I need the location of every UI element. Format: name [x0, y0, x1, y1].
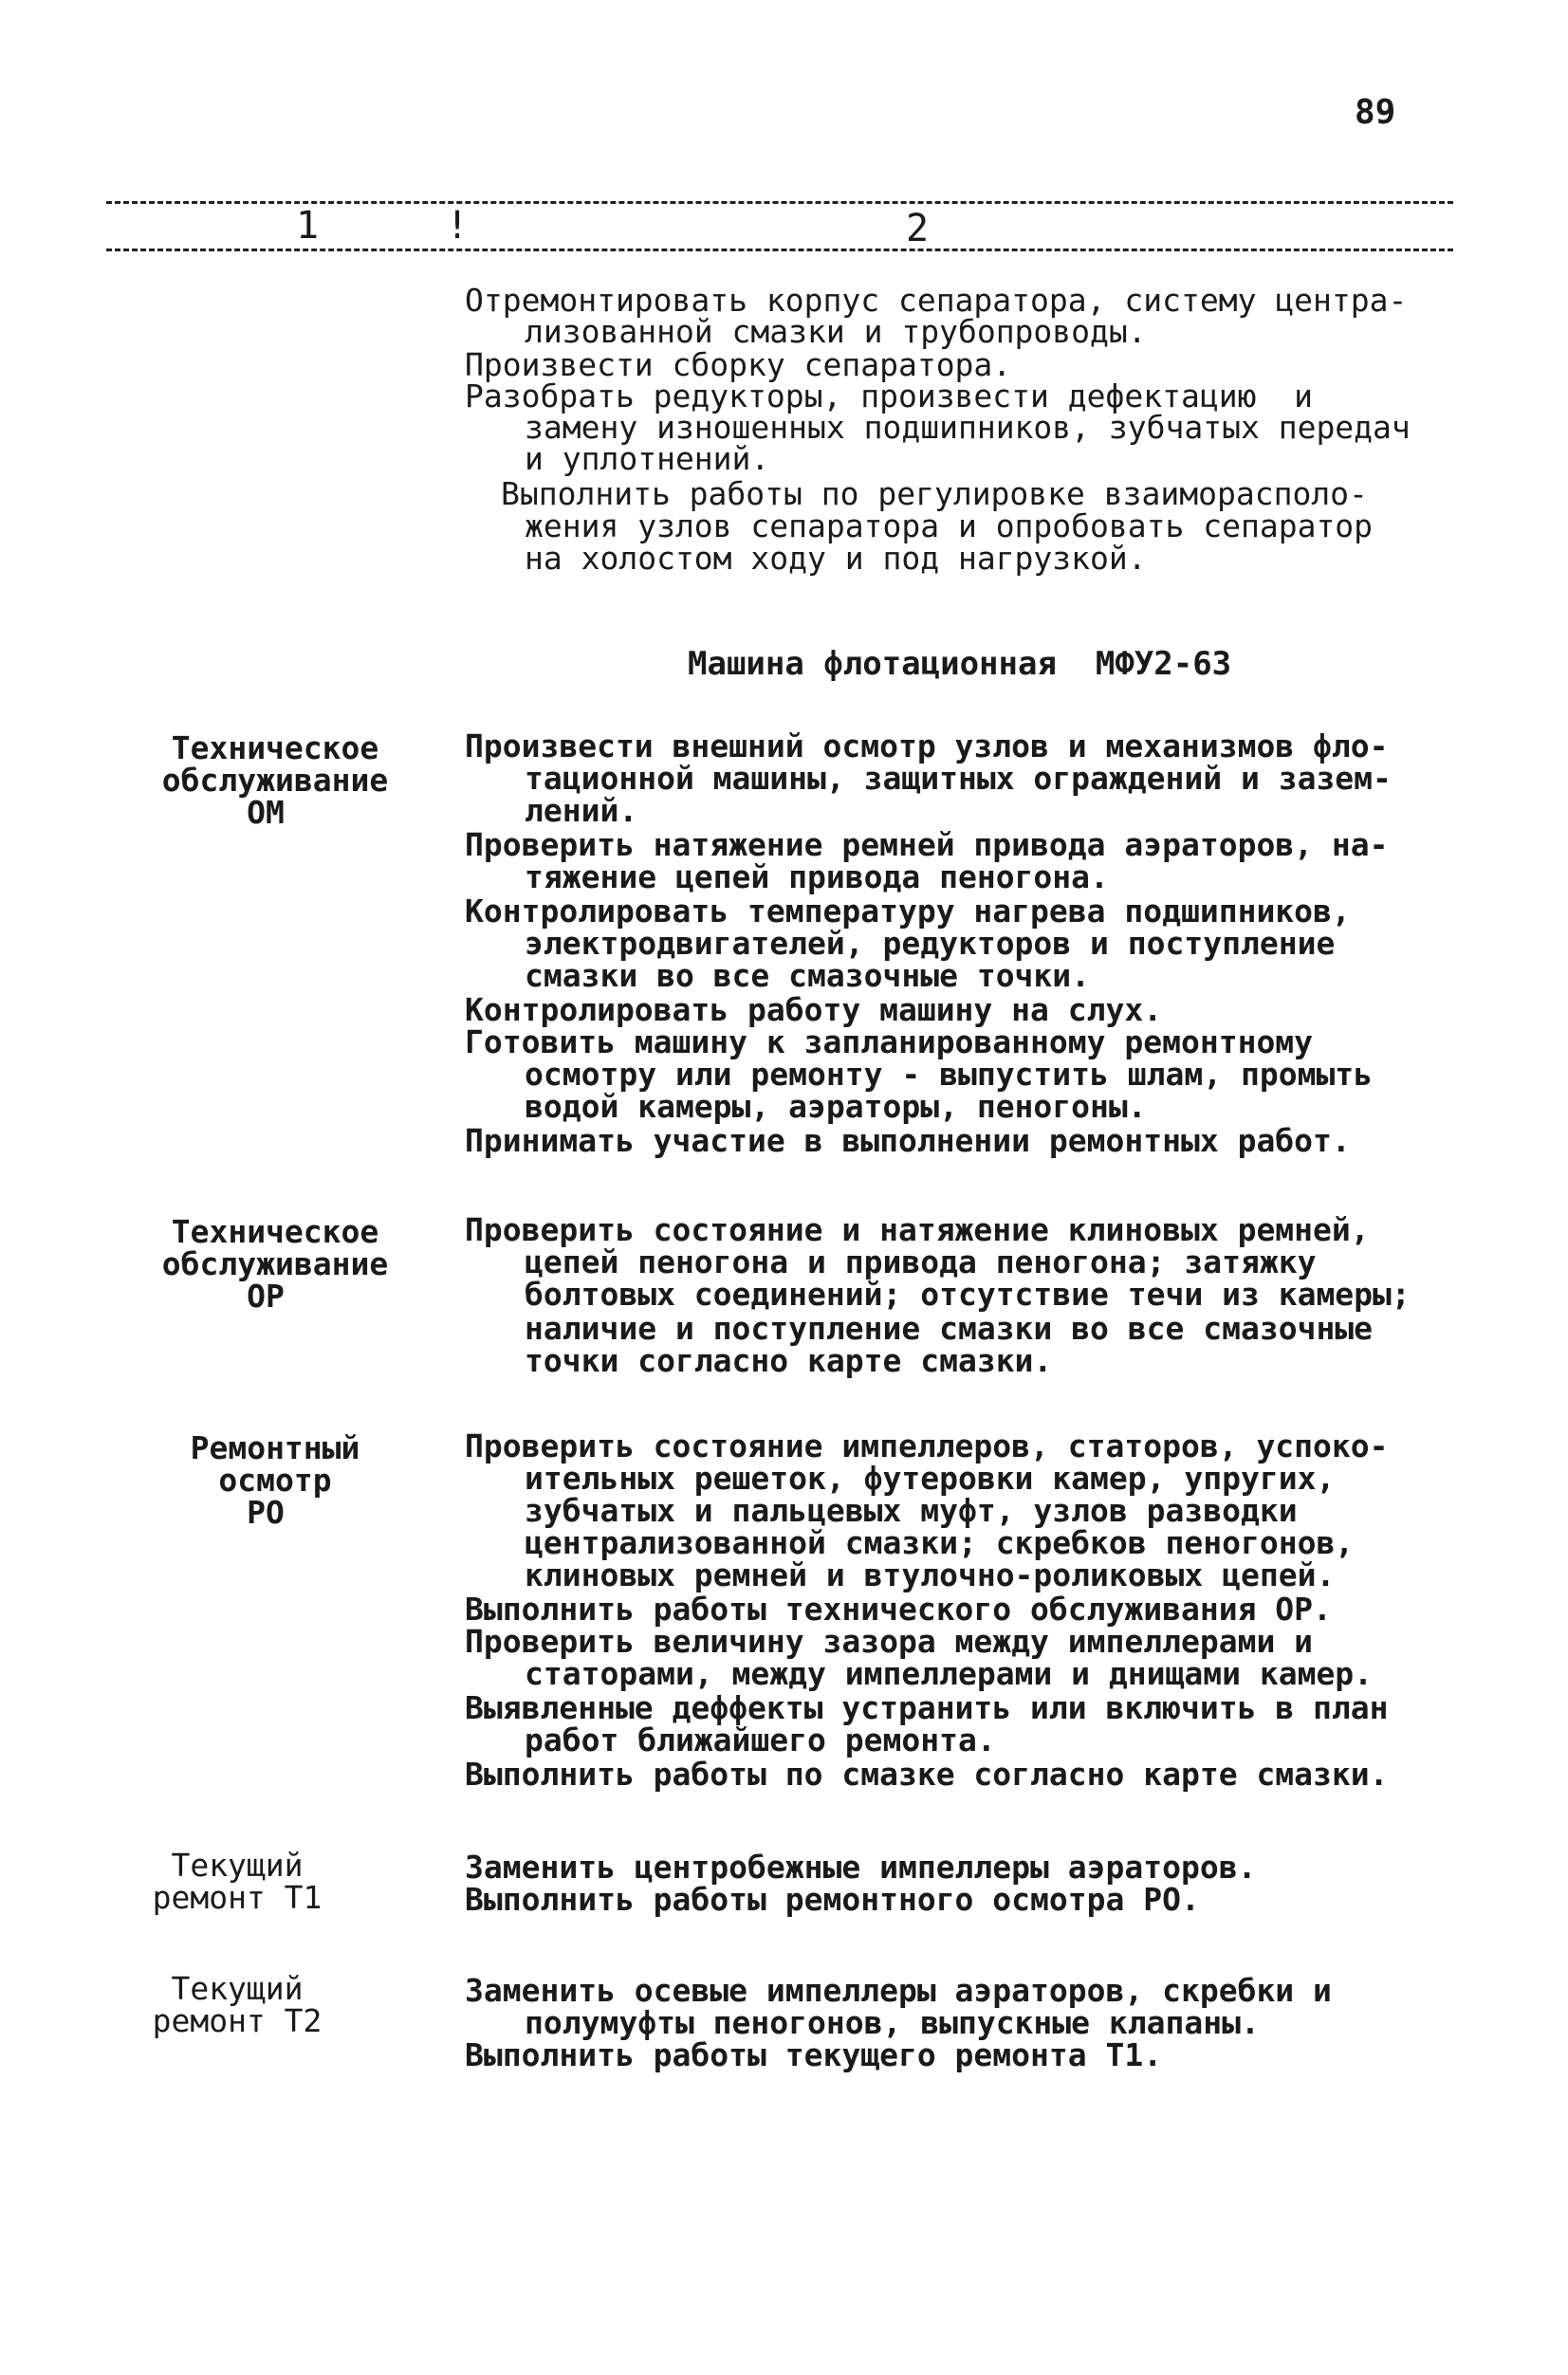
intro-line: жения узлов сепаратора и опробовать сепаратор: [525, 507, 1374, 544]
text-line: электродвигателей, редукторов и поступление: [525, 925, 1336, 962]
section-label-line: ОМ: [247, 794, 285, 831]
section-label-line: ремонт Т2: [152, 2002, 323, 2039]
section-title: Машина флотационная МФУ2-63: [688, 645, 1232, 683]
intro-line: лизованной смазки и трубопроводы.: [525, 313, 1147, 350]
text-line: точки согласно карте смазки.: [525, 1342, 1053, 1379]
text-line: централизованной смазки; скребков пеногонов,: [525, 1524, 1355, 1561]
intro-line: Выполнить работы по регулировке взаиморасполо-: [501, 475, 1368, 512]
text-line: Заменить центробежные импеллеры аэраторов.: [465, 1849, 1257, 1886]
text-line: болтовых соединений; отсутствие течи из камеры;: [525, 1276, 1411, 1313]
text-line: Проверить состояние и натяжение клиновых ремней,: [465, 1211, 1370, 1248]
text-line: Заменить осевые импеллеры аэраторов, скребки и: [465, 1972, 1332, 2009]
text-line: Контролировать работу машину на слух.: [465, 991, 1163, 1028]
text-line: Выявленные деффекты устранить или включить в план: [465, 1689, 1389, 1726]
text-line: Выполнить работы технического обслуживания ОР.: [465, 1591, 1332, 1628]
text-line: лений.: [525, 792, 638, 829]
section-label-line: Ремонтный: [190, 1429, 360, 1466]
text-line: работ ближайшего ремонта.: [525, 1721, 996, 1758]
text-line: водой камеры, аэраторы, пеногоны.: [525, 1088, 1147, 1125]
text-line: полумуфты пеногонов, выпускные клапаны.: [525, 2004, 1260, 2041]
text-line: цепей пеногона и привода пеногона; затяжку: [525, 1243, 1317, 1280]
section-label: [133, 1213, 417, 1315]
text-line: наличие и поступление смазки во все смазочные: [525, 1310, 1374, 1347]
text-line: Проверить натяжение ремней привода аэраторов, на-: [465, 826, 1389, 863]
intro-line: Разобрать редукторы, произвести дефектацию и: [465, 377, 1314, 414]
section-label-line: Техническое: [171, 1213, 379, 1250]
section-label: [123, 1970, 351, 2039]
section-label-line: Текущий: [171, 1970, 304, 2007]
section-label-line: ОР: [247, 1278, 285, 1315]
section-label-line: осмотр: [218, 1462, 332, 1499]
text-line: Проверить состояние импеллеров, статоров, успоко-: [465, 1427, 1389, 1464]
intro-line: замену изношенных подшипников, зубчатых передач: [525, 409, 1411, 446]
text-line: тационной машины, защитных ограждений и зазем-: [525, 760, 1392, 797]
section-label: [133, 729, 417, 831]
section-label-line: обслуживание: [161, 762, 389, 799]
section-label-line: Техническое: [171, 729, 379, 766]
section-label-line: ремонт Т1: [152, 1879, 323, 1916]
text-line: Готовить машину к запланированному ремонтному: [465, 1023, 1314, 1060]
text-line: смазки во все смазочные точки.: [525, 957, 1091, 994]
section-label: [123, 1847, 351, 1916]
text-line: зубчатых и пальцевых муфт, узлов разводки: [525, 1492, 1298, 1529]
intro-line: Отремонтировать корпус сепаратора, систему центра-: [465, 282, 1408, 319]
text-line: ительных решеток, футеровки камер, упругих,: [525, 1460, 1336, 1497]
section-label: [133, 1429, 417, 1531]
text-line: Выполнить работы ремонтного осмотра РО.: [465, 1881, 1200, 1918]
text-line: тяжение цепей привода пеногона.: [525, 858, 1109, 895]
text-line: осмотру или ремонту - выпустить шлам, промыть: [525, 1056, 1374, 1093]
text-line: Контролировать температуру нагрева подшипников,: [465, 893, 1351, 930]
header-bottom-rule: [106, 249, 1453, 251]
section-label-line: обслуживание: [161, 1245, 389, 1282]
intro-line: и уплотнений.: [525, 440, 770, 477]
text-line: клиновых ремней и втулочно-роликовых цепей.: [525, 1556, 1336, 1593]
column-header-1: 1: [296, 204, 320, 248]
text-line: Выполнить работы текущего ремонта Т1.: [465, 2036, 1163, 2073]
column-header-2: 2: [906, 207, 930, 250]
text-line: Выполнить работы по смазке согласно карте смазки.: [465, 1756, 1389, 1793]
intro-line: Произвести сборку сепаратора.: [465, 346, 1012, 383]
column-header-separator: !: [446, 204, 470, 248]
text-line: статорами, между импеллерами и днищами камер.: [525, 1655, 1374, 1692]
section-label-line: Текущий: [171, 1847, 304, 1884]
text-line: Произвести внешний осмотр узлов и механизмов фло-: [465, 727, 1389, 764]
text-line: Проверить величину зазора между импеллерами и: [465, 1623, 1314, 1660]
intro-line: на холостом ходу и под нагрузкой.: [525, 540, 1147, 577]
section-label-line: РО: [247, 1494, 285, 1531]
page-number: 89: [1355, 93, 1396, 132]
text-line: Принимать участие в выполнении ремонтных работ.: [465, 1122, 1351, 1159]
